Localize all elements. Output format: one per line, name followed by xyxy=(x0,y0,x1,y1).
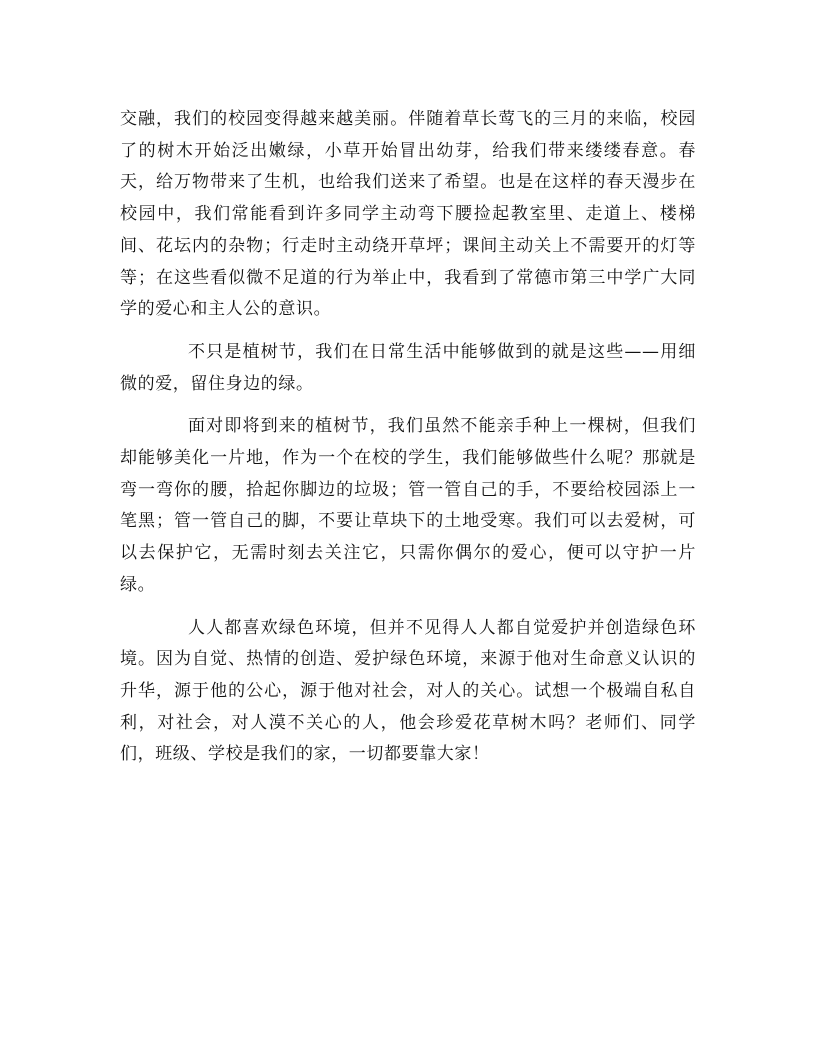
paragraph-4: 人人都喜欢绿色环境，但并不见得人人都自觉爱护并创造绿色环境。因为自觉、热情的创造、爱护绿色环境，来源于他对生命意义认识的升华，源于他的公心，源于他对社会，对人的关心。试想一个极端自私自利，对社会，对人漠不关心的人，他会珍爱花草树木吗？老师们、同学们，班级、学校是我们的家，一切都要靠大家！ xyxy=(120,617,696,765)
paragraph-2: 不只是植树节，我们在日常生活中能够做到的就是这些——用细微的爱，留住身边的绿。 xyxy=(120,341,696,394)
paragraph-1: 交融，我们的校园变得越来越美丽。伴随着草长莺飞的三月的来临，校园了的树木开始泛出嫩绿，小草开始冒出幼芽，给我们带来缕缕春意。春天，给万物带来了生机，也给我们送来了希望。也是在这样的春天漫步在校园中，我们常能看到许多同学主动弯下腰捡起教室里、走道上、楼梯间、花坛内的杂物；行走时主动绕开草坪；课间主动关上不需要开的灯等等；在这些看似微不足道的行为举止中，我看到了常德市第三中学广大同学的爱心和主人公的意识。 xyxy=(120,109,696,320)
paragraph-3: 面对即将到来的植树节，我们虽然不能亲手种上一棵树，但我们却能够美化一片地，作为一个在校的学生，我们能够做些什么呢？那就是弯一弯你的腰，拾起你脚边的垃圾；管一管自己的手，不要给校园添上一笔黑；管一管自己的脚，不要让草块下的土地受寒。我们可以去爱树，可以去保护它，无需时刻去关注它，只需你偶尔的爱心，便可以守护一片绿。 xyxy=(120,416,696,595)
document-body xyxy=(120,104,696,782)
